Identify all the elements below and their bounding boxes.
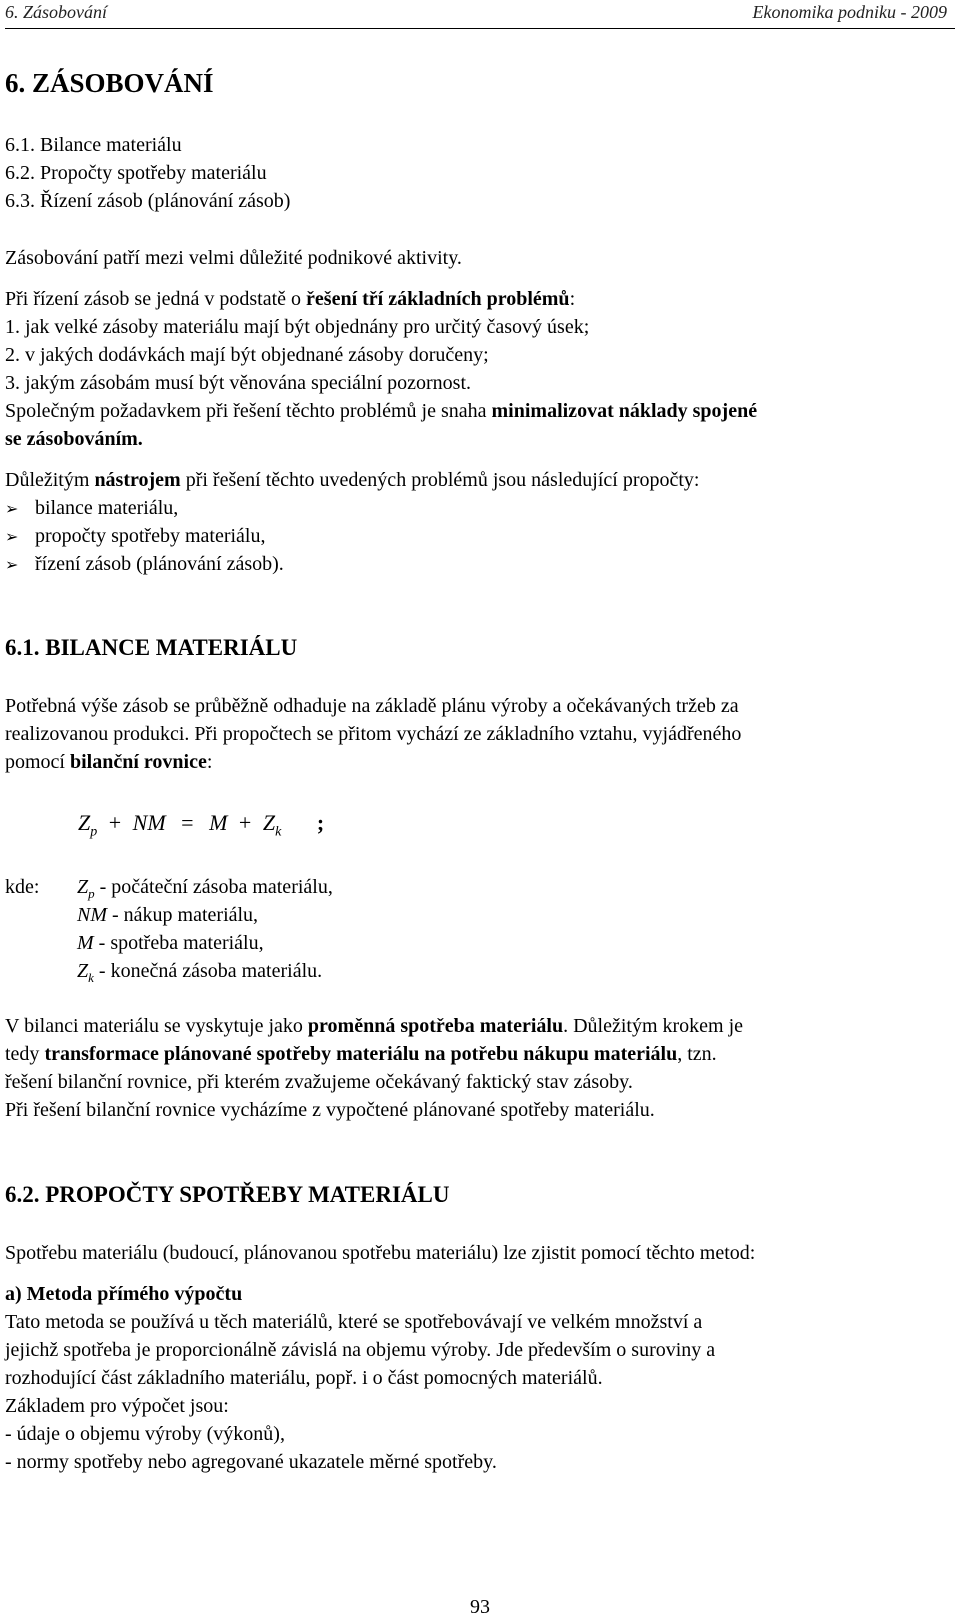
section1-paragraph: Při řešení bilanční rovnice vycházíme z vypočtené plánované spotřeby materiálu.: [5, 1099, 655, 1121]
text: Při řízení zásob se jedná v podstatě o: [5, 288, 307, 310]
section2-paragraph: Spotřebu materiálu (budoucí, plánovanou spotřebu materiálu) lze zjistit pomocí těchto metod:: [5, 1242, 756, 1264]
eq-operator: +: [108, 810, 122, 835]
text: V bilanci materiálu se vyskytuje jako: [5, 1015, 308, 1037]
symbol: M: [77, 932, 94, 954]
text: pomocí: [5, 751, 70, 773]
text: , tzn.: [677, 1043, 717, 1065]
eq-operator: =: [181, 810, 194, 835]
bullet-text: řízení zásob (plánování zásob).: [35, 553, 284, 575]
toc-item: 6.1. Bilance materiálu: [5, 134, 182, 156]
definition-text: - nákup materiálu,: [107, 904, 259, 926]
problem-item: 1. jak velké zásoby materiálu mají být objednány pro určitý časový úsek;: [5, 316, 590, 338]
header-right: Ekonomika podniku - 2009: [752, 2, 947, 22]
text: při řešení těchto uvedených problémů jsou následující propočty:: [180, 469, 700, 491]
symbol-subscript: p: [88, 886, 95, 901]
bullet-item: [5, 551, 284, 579]
eq-term: Z: [78, 810, 91, 835]
symbol: Z: [77, 960, 89, 982]
eq-term: M: [209, 810, 228, 835]
arrow-bullet-icon: ➢: [5, 501, 19, 518]
symbol: Z: [77, 876, 89, 898]
eq-term: NM: [132, 810, 166, 835]
chapter-title: 6. ZÁSOBOVÁNÍ: [5, 68, 214, 98]
eq-subscript: p: [90, 824, 98, 840]
emphasis: transformace plánované spotřeby materiálu na potřebu nákupu materiálu: [44, 1043, 678, 1065]
definition-item: [77, 902, 258, 928]
toc-item: 6.2. Propočty spotřeby materiálu: [5, 162, 267, 184]
emphasis: bilanční rovnice: [70, 751, 207, 773]
problem-item: 2. v jakých dodávkách mají být objednané zásoby doručeny;: [5, 344, 489, 366]
section1-paragraph: řešení bilanční rovnice, při kterém zvažujeme očekávaný faktický stav zásoby.: [5, 1071, 633, 1093]
symbol: NM: [77, 904, 107, 926]
text: Společným požadavkem při řešení těchto problémů je snaha: [5, 400, 492, 422]
symbol-subscript: k: [88, 970, 94, 985]
section1-paragraph: realizovanou produkci. Při propočtech se přitom vychází ze základního vztahu, vyjádřeného: [5, 723, 742, 745]
method-text: rozhodující část základního materiálu, popř. i o část pomocných materiálů.: [5, 1367, 603, 1389]
text: :: [569, 288, 576, 310]
emphasis: nástrojem: [94, 469, 181, 491]
definition-item: [77, 930, 264, 956]
method-text: Tato metoda se používá u těch materiálů, které se spotřebovávají ve velkém množství a: [5, 1311, 703, 1333]
definitions-label: kde:: [5, 876, 40, 898]
intro-paragraph: Zásobování patří mezi velmi důležité podnikové aktivity.: [5, 247, 462, 269]
problem-item: 3. jakým zásobám musí být věnována speciální pozornost.: [5, 372, 472, 394]
section1-paragraph: Potřebná výše zásob se průběžně odhaduje na základě plánu výroby a očekávaných tržeb za: [5, 695, 739, 717]
emphasis: řešení tří základních problémů: [306, 288, 570, 310]
common-requirement-line-2: se zásobováním.: [5, 428, 143, 450]
method-text: Základem pro výpočet jsou:: [5, 1395, 229, 1417]
bullet-text: propočty spotřeby materiálu,: [35, 525, 266, 547]
eq-term: Z: [262, 810, 276, 835]
section1-paragraph: [5, 1041, 717, 1067]
bullet-text: bilance materiálu,: [35, 497, 179, 519]
section1-paragraph: [5, 749, 212, 775]
arrow-bullet-icon: ➢: [5, 557, 19, 574]
balance-equation: [78, 810, 324, 845]
text: :: [206, 751, 213, 773]
method-text: - normy spotřeby nebo agregované ukazatele měrné spotřeby.: [5, 1451, 497, 1473]
text: . Důležitým krokem je: [563, 1015, 744, 1037]
page-header: [5, 0, 955, 29]
definition-text: - počáteční zásoba materiálu,: [94, 876, 333, 898]
definition-text: - spotřeba materiálu,: [93, 932, 264, 954]
eq-operator: +: [238, 810, 252, 835]
common-requirement-line: [5, 398, 757, 424]
page-number: 93: [470, 1596, 490, 1618]
bullet-item: [5, 523, 266, 551]
text: Důležitým: [5, 469, 95, 491]
method-text: - údaje o objemu výroby (výkonů),: [5, 1423, 285, 1445]
definition-item: [77, 958, 322, 991]
arrow-bullet-icon: ➢: [5, 529, 19, 546]
section-title: 6.2. PROPOČTY SPOTŘEBY MATERIÁLU: [5, 1182, 450, 1207]
intro-problems-line: [5, 286, 575, 312]
definition-text: - konečná zásoba materiálu.: [93, 960, 323, 982]
emphasis: proměnná spotřeba materiálu: [307, 1015, 564, 1037]
toc-item: 6.3. Řízení zásob (plánování zásob): [5, 190, 291, 212]
section-title: 6.1. BILANCE MATERIÁLU: [5, 635, 298, 660]
eq-terminator: ;: [316, 810, 325, 835]
header-left: 6. Zásobování: [5, 2, 108, 22]
eq-subscript: k: [275, 824, 282, 840]
bullet-item: [5, 495, 178, 523]
tools-line: [5, 467, 699, 493]
section1-paragraph: [5, 1013, 743, 1039]
emphasis: minimalizovat náklady spojené: [491, 400, 758, 422]
text: tedy: [5, 1043, 45, 1065]
method-text: jejichž spotřeba je proporcionálně závislá na objemu výroby. Jde především o suroviny a: [5, 1339, 716, 1361]
method-heading: a) Metoda přímého výpočtu: [5, 1283, 243, 1305]
